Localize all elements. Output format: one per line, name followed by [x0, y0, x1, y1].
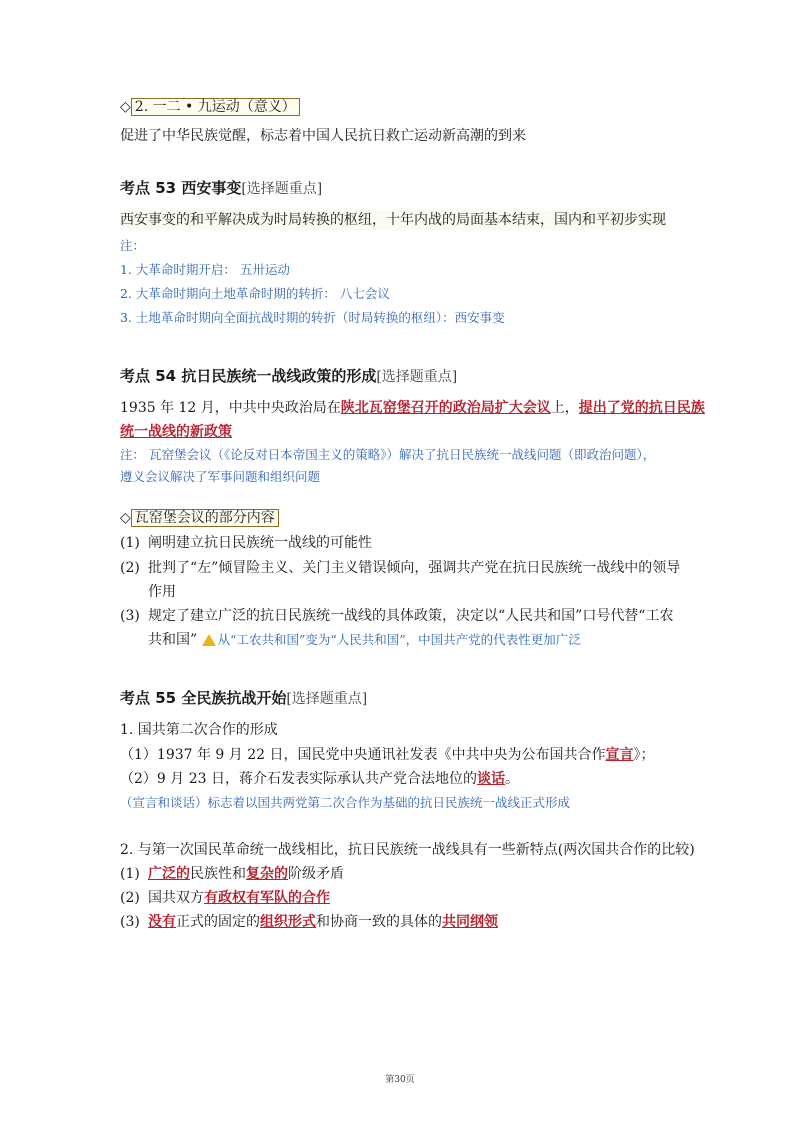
- text-run: 》；: [633, 747, 655, 763]
- wayaobao-note-line-1: 注： 瓦窑堡会议（《论反对日本帝国主义的策略》）解决了抗日民族统一战线问题（即政治问题），: [120, 447, 656, 462]
- feature-item-3: [120, 912, 498, 932]
- emphasis-text: 复杂的: [246, 866, 288, 882]
- boxed-heading: 2. 一二 • 九运动（意义）: [131, 98, 300, 116]
- emphasis-text: 统一战线的新政策: [120, 424, 232, 440]
- kaodian-53-tag: [选择题重点]: [241, 181, 323, 197]
- kaodian-53-title: 考点 53 西安事变: [120, 179, 242, 197]
- emphasis-text: 谈话: [476, 771, 505, 787]
- list-item: [120, 606, 673, 626]
- emphasis-text: 共同纲领: [442, 914, 498, 930]
- diamond-icon: ◇: [120, 99, 131, 115]
- emphasis-text: 组织形式: [260, 914, 316, 930]
- warning-note: 从“工农共和国”变为“人民共和国”，中国共产党的代表性更加广泛: [217, 632, 581, 647]
- text-run: 阶级矛盾: [288, 866, 344, 882]
- kaodian-53-heading: [120, 178, 322, 199]
- feature-item-1: [120, 864, 344, 884]
- item-text: 规定了建立广泛的抗日民族统一战线的具体政策，决定以“人民共和国”口号代替“工农: [148, 608, 674, 624]
- wayaobao-paragraph-line-2: [120, 422, 232, 442]
- kaodian-54-title: 考点 54 抗日民族统一战线政策的形成: [120, 367, 377, 385]
- list-item: [120, 533, 372, 553]
- item-number: (3): [120, 608, 140, 624]
- kaodian-54-heading: [120, 366, 457, 387]
- cooperation-note: （宣言和谈话）标志着以国共两党第二次合作为基础的抗日民族统一战线正式形成: [120, 795, 571, 810]
- note-item-3: 3. 土地革命时期向全面抗战时期的转折（时局转换的枢纽）：西安事变: [120, 310, 505, 325]
- text-run: 上，: [550, 400, 579, 416]
- note-label: 注：: [120, 238, 146, 253]
- item-number: (1): [120, 866, 140, 882]
- text-run: 民族性和: [190, 866, 246, 882]
- emphasis-text: 没有: [148, 914, 176, 930]
- subheading-1: 1. 国共第二次合作的形成: [120, 722, 278, 738]
- subheading-2: 2. 与第一次国民革命统一战线相比，抗日民族统一战线具有一些新特点(两次国共合作的比较): [120, 842, 695, 858]
- emphasis-text: 陕北瓦窑堡召开的政治局扩大会议: [340, 400, 551, 416]
- warning-triangle-icon: [202, 634, 216, 646]
- wayaobao-note-line-2: 遵义会议解决了军事问题和组织问题: [120, 469, 321, 484]
- page-number: 第30页: [385, 1075, 415, 1085]
- kaodian-55-title: 考点 55 全民族抗战开始: [120, 689, 287, 707]
- diamond-icon: ◇: [120, 510, 131, 526]
- list-item: [120, 558, 680, 578]
- wayaobao-paragraph-line-1: [120, 398, 705, 418]
- note-item-1: 1. 大革命时期开启： 五卅运动: [120, 262, 290, 277]
- cooperation-item-2: [120, 769, 519, 789]
- december-ninth-body: 促进了中华民族觉醒，标志着中国人民抗日救亡运动新高潮的到来: [120, 128, 526, 144]
- list-item-continuation: 作用: [148, 584, 176, 600]
- text-run: 和协商一致的具体的: [316, 914, 442, 930]
- item-text: 阐明建立抗日民族统一战线的可能性: [148, 535, 372, 551]
- text-run: （1）1937 年 9 月 22 日，国民党中央通讯社发表《中共中央为公布国共合作: [120, 747, 606, 763]
- kaodian-55-tag: [选择题重点]: [286, 691, 368, 707]
- xian-incident-body: 西安事变的和平解决成为时局转换的枢纽，十年内战的局面基本结束，国内和平初步实现: [120, 212, 666, 228]
- item-number: (3): [120, 914, 140, 930]
- cooperation-item-1: [120, 745, 655, 765]
- text-run: 1935 年 12 月，中共中央政治局在: [120, 400, 341, 416]
- emphasis-text: 宣言: [605, 747, 634, 763]
- text-run: 正式的固定的: [176, 914, 260, 930]
- section-december-ninth-title: [120, 97, 300, 117]
- emphasis-text: 提出了党的抗日民族: [578, 400, 705, 416]
- item-number: (2): [120, 560, 140, 576]
- text-run: 。: [504, 771, 519, 787]
- wayaobao-content-heading: [120, 508, 279, 528]
- text-run: 国共双方: [148, 890, 204, 906]
- item-text: 共和国”: [148, 632, 198, 648]
- emphasis-text: 广泛的: [148, 866, 190, 882]
- kaodian-55-heading: [120, 688, 367, 709]
- kaodian-54-tag: [选择题重点]: [376, 369, 458, 385]
- item-number: (1): [120, 535, 140, 551]
- item-text: 批判了“左”倾冒险主义、关门主义错误倾向，强调共产党在抗日民族统一战线中的领导: [148, 560, 681, 576]
- emphasis-text: 有政权有军队的合作: [204, 890, 330, 906]
- list-item-continuation: [148, 630, 581, 650]
- note-item-2: 2. 大革命时期向土地革命时期的转折： 八七会议: [120, 286, 390, 301]
- boxed-heading: 瓦窑堡会议的部分内容: [131, 509, 279, 527]
- feature-item-2: [120, 888, 330, 908]
- text-run: （2）9 月 23 日，蒋介石发表实际承认共产党合法地位的: [120, 771, 477, 787]
- item-number: (2): [120, 890, 140, 906]
